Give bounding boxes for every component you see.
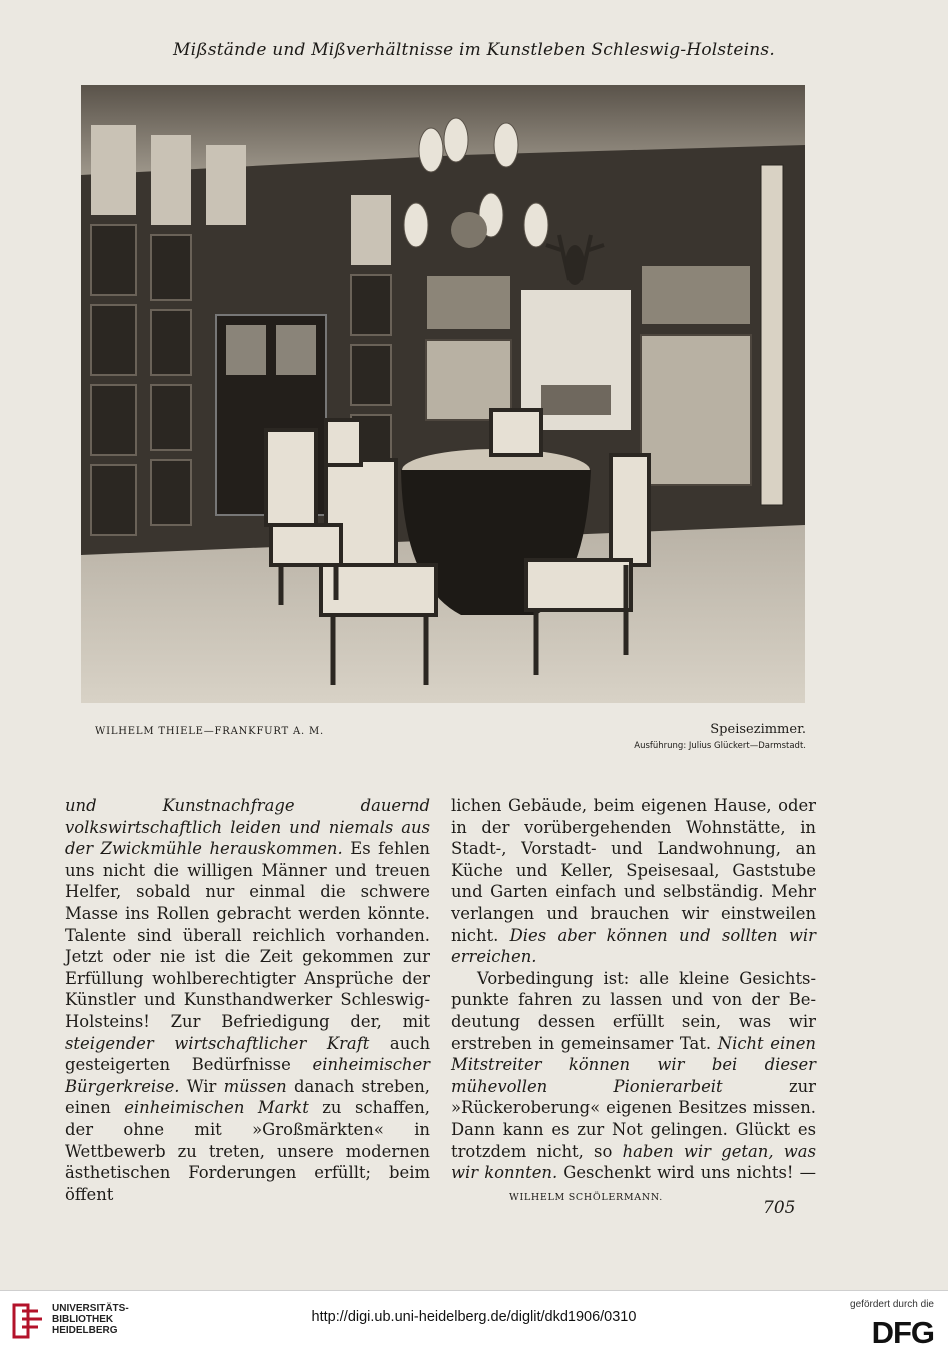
funder-label: gefördert durch die [850, 1299, 934, 1310]
dfg-logo[interactable]: DFG [871, 1315, 934, 1350]
body-paragraph: Vorbedingung ist: alle kleine Gesichtspunkte fahren zu lassen und von der Bedeutung dessen erfüllt sein, was wir erstreben in gemeinsamer Tat. Nicht einen Mitstreiter können wir bei dieser mühevollen Pionierarbeit zur »Rückeroberung« eigenen Besitzes missen. Dann kann es zur Not gelingen. Glückt es trotzdem nicht, so haben wir getan, was wir konnten. Geschenkt wird uns nichts! —WILHELM SCHÖLERMANN. [451, 968, 816, 1203]
page-number: 705 [763, 1198, 796, 1218]
dining-room-illustration [81, 85, 805, 703]
body-paragraph: lichen Gebäude, beim eigenen Hause, oder in der vorübergehenden Wohnstätte, in Stadt-, Vorstadt- und Landwohnung, an Küche und Keller, Speisesaal, Gaststube und Garten einfach und selbständig. Mehr verlangen und brauchen wir einstweilen nicht. Dies aber können und sollten wir erreichen. [451, 796, 816, 967]
library-name[interactable]: UNIVERSITÄTS- BIBLIOTHEK HEIDELBERG [52, 1303, 129, 1336]
viewer-footer [0, 1290, 948, 1359]
photo-caption-artist: WILHELM THIELE—FRANKFURT A. M. [95, 726, 325, 737]
author-signature: WILHELM SCHÖLERMANN. [509, 1191, 663, 1203]
text-column-right [451, 795, 816, 1208]
dining-room-photo [81, 85, 805, 703]
photo-caption-credit: Ausführung: Julius Glückert—Darmstadt. [634, 741, 806, 751]
body-paragraph: und Kunstnachfrage dauernd volkswirtschaftlich leiden und niemals aus der Zwickmühle herauskommen. Es fehlen uns nicht die willigen Männer und treuen Helfer, sobald nur einmal die schwere Masse ins Rollen gebracht werden könnte. Talente sind überall reichlich vorhanden. Jetzt oder nie ist die Zeit gekommen zur Erfüllung wohlberechtigter Ansprüche der Künstler und Kunsthandwerker Schleswig-Holsteins! Zur Befriedigung der, mit steigender wirtschaftlicher Kraft auch gesteigerten Bedürfnisse einheimischer Bürgerkreise. Wir müssen danach streben, einen einheimischen Markt zu schaffen, der ohne mit »Großmärkten« in Wettbewerb zu treten, unsere modernen ästhetischen Forderungen erfüllt; beim öffent [65, 796, 430, 1204]
photo-caption-title: Speisezimmer. [710, 722, 806, 737]
text-column-left [65, 795, 430, 1205]
permalink-url[interactable]: http://digi.ub.uni-heidelberg.de/diglit/dkd1906/0310 [311, 1309, 637, 1325]
running-header: Mißstände und Mißverhältnisse im Kunstleben Schleswig-Holsteins. [173, 40, 775, 60]
